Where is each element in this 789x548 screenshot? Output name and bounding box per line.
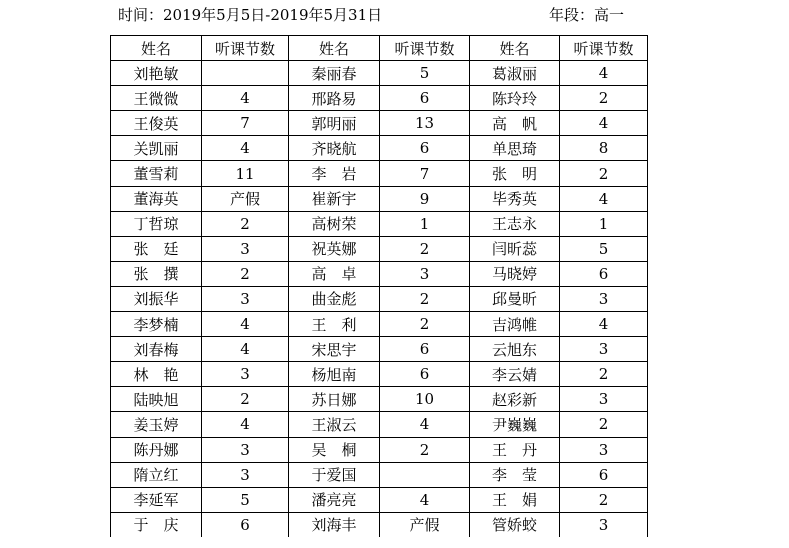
cell-count: 4 [202, 86, 289, 111]
cell-name: 董雪莉 [111, 161, 202, 186]
cell-name: 丁哲琼 [111, 211, 202, 236]
cell-name: 王俊英 [111, 111, 202, 136]
cell-count: 6 [380, 86, 470, 111]
table-row [111, 412, 648, 437]
cell-name: 邱曼昕 [470, 286, 560, 311]
cell-count: 2 [560, 86, 648, 111]
cell-name: 吉鸿帷 [470, 312, 560, 337]
cell-name: 祝英娜 [289, 236, 380, 261]
cell-count: 产假 [202, 186, 289, 211]
cell-name: 齐晓航 [289, 136, 380, 161]
cell-count: 3 [202, 437, 289, 462]
cell-count: 4 [202, 312, 289, 337]
cell-count [202, 61, 289, 86]
cell-name: 毕秀英 [470, 186, 560, 211]
cell-name: 邢路易 [289, 86, 380, 111]
cell-name: 于 庆 [111, 512, 202, 537]
table-row [111, 61, 648, 86]
cell-name: 郭明丽 [289, 111, 380, 136]
table-header-row [111, 36, 648, 61]
table-row [111, 337, 648, 362]
table-row [111, 236, 648, 261]
cell-count: 1 [380, 211, 470, 236]
cell-name: 隋立红 [111, 462, 202, 487]
cell-count: 13 [380, 111, 470, 136]
cell-name: 姜玉婷 [111, 412, 202, 437]
cell-name: 马晓婷 [470, 261, 560, 286]
table-row [111, 211, 648, 236]
cell-count: 4 [560, 111, 648, 136]
cell-count: 6 [560, 462, 648, 487]
cell-name: 潘亮亮 [289, 487, 380, 512]
cell-count [380, 462, 470, 487]
grade-label: 年段：高一 [549, 6, 625, 24]
cell-count: 3 [560, 437, 648, 462]
table-row [111, 312, 648, 337]
cell-count: 3 [202, 236, 289, 261]
cell-count: 2 [202, 387, 289, 412]
cell-name: 葛淑丽 [470, 61, 560, 86]
table-row [111, 111, 648, 136]
cell-count: 7 [380, 161, 470, 186]
cell-count: 2 [560, 362, 648, 387]
cell-name: 高 卓 [289, 261, 380, 286]
cell-count: 3 [560, 337, 648, 362]
cell-name: 李 莹 [470, 462, 560, 487]
cell-count: 3 [560, 387, 648, 412]
cell-name: 王微微 [111, 86, 202, 111]
cell-count: 2 [560, 412, 648, 437]
cell-name: 陈丹娜 [111, 437, 202, 462]
table-row [111, 512, 648, 537]
cell-count: 4 [560, 61, 648, 86]
cell-name: 苏日娜 [289, 387, 380, 412]
cell-name: 张 廷 [111, 236, 202, 261]
cell-count: 6 [560, 261, 648, 286]
table-row [111, 387, 648, 412]
cell-count: 产假 [380, 512, 470, 537]
cell-name: 王志永 [470, 211, 560, 236]
column-header-name: 姓名 [470, 36, 560, 61]
cell-name: 杨旭南 [289, 362, 380, 387]
table-row [111, 86, 648, 111]
column-header-name: 姓名 [289, 36, 380, 61]
cell-count: 4 [380, 487, 470, 512]
cell-count: 2 [202, 211, 289, 236]
cell-name: 张 撰 [111, 261, 202, 286]
cell-count: 6 [380, 362, 470, 387]
cell-count: 2 [560, 161, 648, 186]
sheet-header [0, 2, 789, 26]
cell-count: 3 [202, 462, 289, 487]
cell-name: 管娇蛟 [470, 512, 560, 537]
cell-name: 王 娟 [470, 487, 560, 512]
cell-count: 1 [560, 211, 648, 236]
cell-name: 尹巍巍 [470, 412, 560, 437]
cell-count: 5 [560, 236, 648, 261]
cell-count: 11 [202, 161, 289, 186]
cell-name: 关凯丽 [111, 136, 202, 161]
cell-name: 刘振华 [111, 286, 202, 311]
cell-count: 8 [560, 136, 648, 161]
cell-count: 10 [380, 387, 470, 412]
cell-name: 单思琦 [470, 136, 560, 161]
cell-name: 王淑云 [289, 412, 380, 437]
column-header-count: 听课节数 [202, 36, 289, 61]
cell-name: 刘艳敏 [111, 61, 202, 86]
cell-name: 于爱国 [289, 462, 380, 487]
cell-name: 李延军 [111, 487, 202, 512]
cell-name: 宋思宇 [289, 337, 380, 362]
cell-count: 2 [380, 286, 470, 311]
cell-name: 高 帆 [470, 111, 560, 136]
table-row [111, 487, 648, 512]
cell-count: 2 [380, 437, 470, 462]
cell-name: 秦丽春 [289, 61, 380, 86]
cell-count: 3 [202, 286, 289, 311]
period-label: 时间：2019年5月5日-2019年5月31日 [118, 6, 383, 24]
cell-count: 6 [380, 136, 470, 161]
cell-count: 2 [380, 312, 470, 337]
cell-count: 6 [202, 512, 289, 537]
cell-count: 4 [202, 136, 289, 161]
table-row [111, 362, 648, 387]
cell-count: 4 [560, 186, 648, 211]
cell-count: 5 [202, 487, 289, 512]
cell-name: 王 丹 [470, 437, 560, 462]
column-header-count: 听课节数 [560, 36, 648, 61]
cell-count: 3 [560, 286, 648, 311]
cell-name: 王 利 [289, 312, 380, 337]
table-row [111, 462, 648, 487]
table-row [111, 161, 648, 186]
cell-count: 3 [380, 261, 470, 286]
cell-name: 刘海丰 [289, 512, 380, 537]
cell-count: 3 [202, 362, 289, 387]
column-header-count: 听课节数 [380, 36, 470, 61]
cell-name: 陆映旭 [111, 387, 202, 412]
cell-name: 高树荣 [289, 211, 380, 236]
cell-count: 3 [560, 512, 648, 537]
cell-count: 4 [560, 312, 648, 337]
cell-count: 2 [380, 236, 470, 261]
cell-name: 董海英 [111, 186, 202, 211]
cell-name: 李 岩 [289, 161, 380, 186]
cell-count: 2 [560, 487, 648, 512]
cell-name: 刘春梅 [111, 337, 202, 362]
cell-name: 李梦楠 [111, 312, 202, 337]
cell-name: 云旭东 [470, 337, 560, 362]
cell-name: 李云婧 [470, 362, 560, 387]
cell-count: 4 [202, 412, 289, 437]
cell-name: 曲金彪 [289, 286, 380, 311]
table-row [111, 286, 648, 311]
cell-name: 张 明 [470, 161, 560, 186]
cell-name: 闫昕蕊 [470, 236, 560, 261]
cell-count: 6 [380, 337, 470, 362]
cell-name: 崔新宇 [289, 186, 380, 211]
table-row [111, 261, 648, 286]
table-body [111, 61, 648, 537]
table-row [111, 437, 648, 462]
cell-count: 9 [380, 186, 470, 211]
cell-count: 5 [380, 61, 470, 86]
cell-count: 4 [380, 412, 470, 437]
cell-name: 陈玲玲 [470, 86, 560, 111]
cell-count: 7 [202, 111, 289, 136]
cell-count: 2 [202, 261, 289, 286]
cell-name: 赵彩新 [470, 387, 560, 412]
attendance-table [110, 35, 648, 537]
cell-count: 4 [202, 337, 289, 362]
table-row [111, 186, 648, 211]
table-row [111, 136, 648, 161]
cell-name: 林 艳 [111, 362, 202, 387]
cell-name: 吴 桐 [289, 437, 380, 462]
column-header-name: 姓名 [111, 36, 202, 61]
